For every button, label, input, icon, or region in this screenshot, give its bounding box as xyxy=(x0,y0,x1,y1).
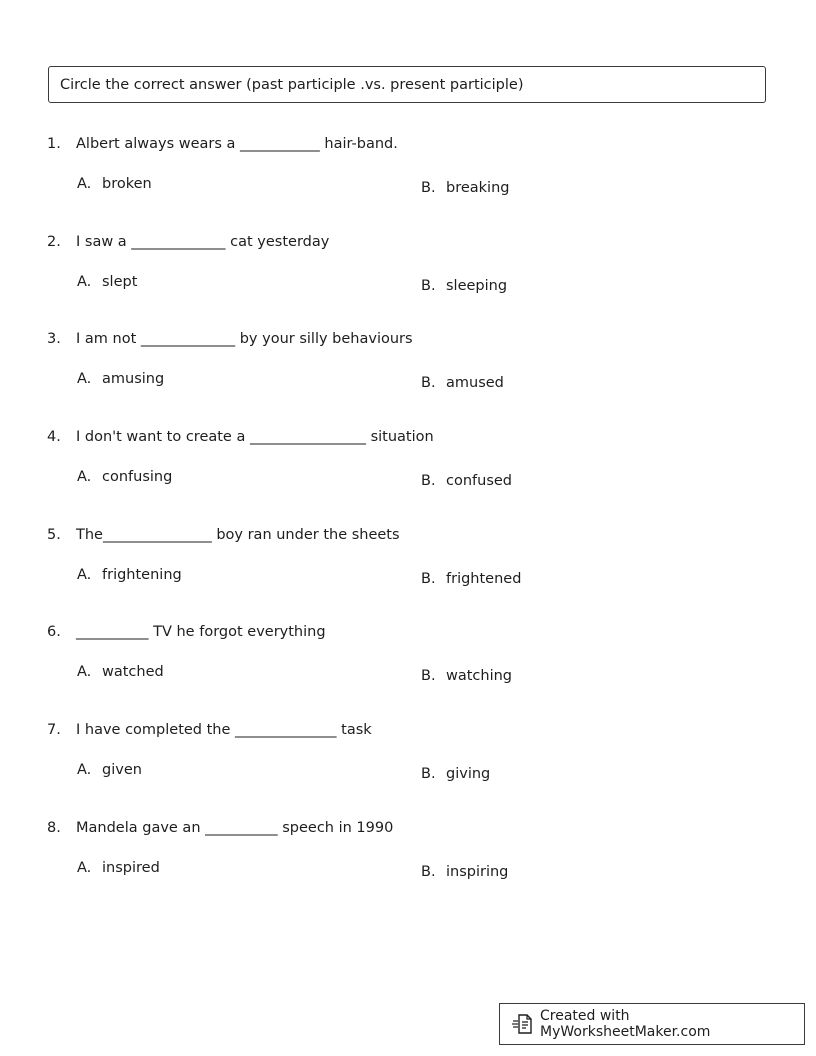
option-letter: A. xyxy=(77,274,92,290)
option-text: confusing xyxy=(102,469,173,485)
option-a[interactable] xyxy=(77,860,160,876)
option-letter: A. xyxy=(77,860,92,876)
question-text: The_______________ boy ran under the sheets xyxy=(76,527,400,543)
question-8 xyxy=(0,820,816,910)
footer-text: Created with MyWorksheetMaker.com xyxy=(540,1008,711,1040)
option-text: watching xyxy=(446,668,513,684)
option-text: confused xyxy=(446,473,513,489)
option-letter: A. xyxy=(77,371,92,387)
option-a[interactable] xyxy=(77,664,164,680)
option-letter: B. xyxy=(421,571,436,587)
option-letter: B. xyxy=(421,864,436,880)
option-a[interactable] xyxy=(77,567,182,583)
option-a[interactable] xyxy=(77,762,142,778)
option-text: frightening xyxy=(102,567,182,583)
question-number: 1. xyxy=(47,136,61,152)
option-b[interactable] xyxy=(421,180,509,196)
option-text: sleeping xyxy=(446,278,508,294)
question-text: I saw a _____________ cat yesterday xyxy=(76,234,330,250)
option-b[interactable] xyxy=(421,375,504,391)
option-a[interactable] xyxy=(77,371,164,387)
question-7 xyxy=(0,722,816,812)
option-a[interactable] xyxy=(77,176,152,192)
option-text: slept xyxy=(102,274,138,290)
option-letter: B. xyxy=(421,180,436,196)
instructions-text: Circle the correct answer (past participle .vs. present participle) xyxy=(60,76,524,93)
option-text: breaking xyxy=(446,180,510,196)
question-text: I am not _____________ by your silly behaviours xyxy=(76,331,413,347)
option-text: frightened xyxy=(446,571,522,587)
question-text: I don't want to create a ________________ situation xyxy=(76,429,434,445)
option-text: inspired xyxy=(102,860,160,876)
option-a[interactable] xyxy=(77,274,137,290)
question-number: 2. xyxy=(47,234,61,250)
option-b[interactable] xyxy=(421,278,507,294)
option-a[interactable] xyxy=(77,469,172,485)
option-letter: A. xyxy=(77,762,92,778)
question-number: 5. xyxy=(47,527,61,543)
option-letter: A. xyxy=(77,176,92,192)
question-text: __________ TV he forgot everything xyxy=(76,624,326,640)
question-text: Mandela gave an __________ speech in 1990 xyxy=(76,820,394,836)
option-letter: A. xyxy=(77,664,92,680)
worksheet-maker-logo-icon xyxy=(512,1013,532,1035)
option-text: given xyxy=(102,762,142,778)
option-text: watched xyxy=(102,664,164,680)
question-3 xyxy=(0,331,816,421)
option-letter: A. xyxy=(77,567,92,583)
instructions-box xyxy=(48,66,766,103)
question-text: Albert always wears a ___________ hair-band. xyxy=(76,136,398,152)
option-b[interactable] xyxy=(421,864,508,880)
question-4 xyxy=(0,429,816,519)
question-number: 3. xyxy=(47,331,61,347)
option-b[interactable] xyxy=(421,766,490,782)
footer-badge[interactable] xyxy=(499,1003,805,1045)
option-b[interactable] xyxy=(421,473,512,489)
option-letter: B. xyxy=(421,766,436,782)
question-number: 8. xyxy=(47,820,61,836)
option-b[interactable] xyxy=(421,571,521,587)
option-letter: B. xyxy=(421,278,436,294)
option-letter: B. xyxy=(421,473,436,489)
question-5 xyxy=(0,527,816,617)
question-number: 6. xyxy=(47,624,61,640)
question-6 xyxy=(0,624,816,714)
option-text: amusing xyxy=(102,371,165,387)
option-letter: A. xyxy=(77,469,92,485)
question-text: I have completed the ______________ task xyxy=(76,722,372,738)
question-number: 4. xyxy=(47,429,61,445)
option-letter: B. xyxy=(421,375,436,391)
option-text: broken xyxy=(102,176,152,192)
option-text: amused xyxy=(446,375,504,391)
question-2 xyxy=(0,234,816,324)
option-b[interactable] xyxy=(421,668,512,684)
option-letter: B. xyxy=(421,668,436,684)
question-1 xyxy=(0,136,816,226)
option-text: giving xyxy=(446,766,491,782)
option-text: inspiring xyxy=(446,864,509,880)
question-number: 7. xyxy=(47,722,61,738)
